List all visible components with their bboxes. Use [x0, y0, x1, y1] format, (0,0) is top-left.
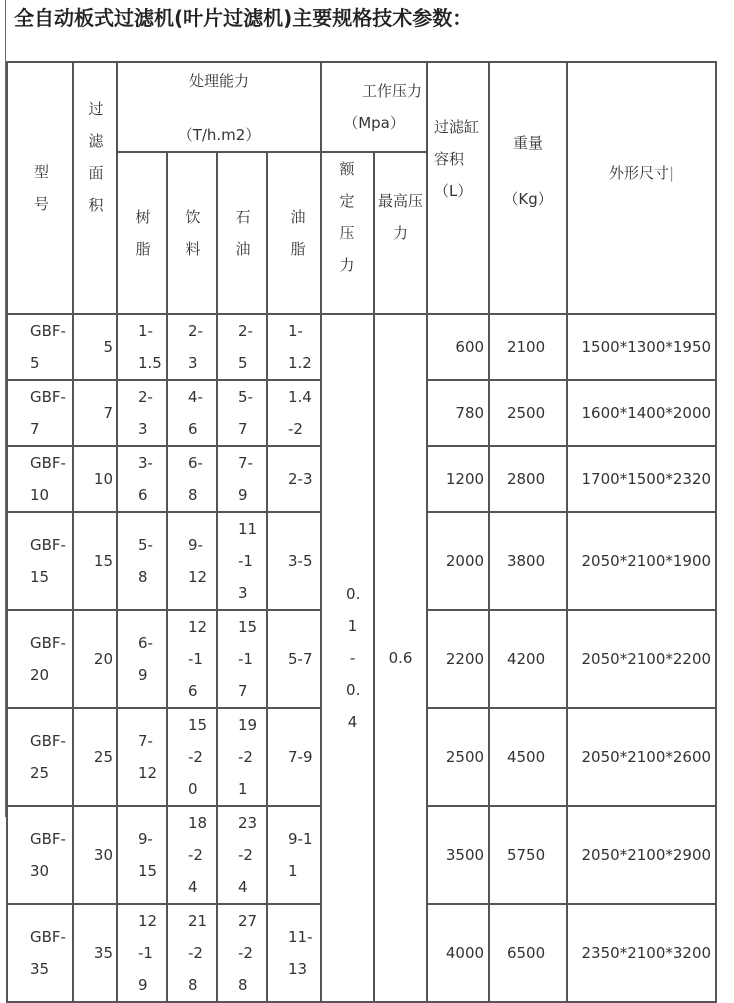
header-volume: 过滤缸容积（L） [427, 62, 489, 314]
header-area: 过滤面积 [73, 62, 117, 314]
header-capacity-unit: （T/h.m2） [177, 126, 261, 144]
cell-resin: 1-1.5 [117, 314, 167, 380]
cell-beverage: 12-16 [167, 610, 217, 708]
page-title: 全自动板式过滤机(叶片过滤机)主要规格技术参数： [14, 6, 473, 30]
cell-dimension: 2050*2100*2200 [567, 610, 716, 708]
cell-area: 7 [73, 380, 117, 446]
cell-oil: 9-11 [267, 806, 321, 904]
cell-weight: 2100 [489, 314, 567, 380]
cell-resin: 7-12 [117, 708, 167, 806]
cell-beverage: 18-24 [167, 806, 217, 904]
cell-beverage: 2-3 [167, 314, 217, 380]
cell-petroleum: 11-13 [217, 512, 267, 610]
cell-area: 20 [73, 610, 117, 708]
cell-volume: 600 [427, 314, 489, 380]
cell-weight: 2800 [489, 446, 567, 512]
cell-beverage: 9-12 [167, 512, 217, 610]
cell-weight: 5750 [489, 806, 567, 904]
cell-rated-pressure: 0.1-0.4 [321, 314, 374, 1002]
header-rated-pressure: 额定压力 [321, 152, 374, 314]
cell-area: 25 [73, 708, 117, 806]
cell-weight: 4200 [489, 610, 567, 708]
cell-petroleum: 23-24 [217, 806, 267, 904]
cell-resin: 6-9 [117, 610, 167, 708]
cell-model: GBF-7 [7, 380, 73, 446]
header-max-pressure: 最高压力 [374, 152, 427, 314]
cell-model: GBF-35 [7, 904, 73, 1002]
cell-weight: 2500 [489, 380, 567, 446]
cell-dimension: 2050*2100*2900 [567, 806, 716, 904]
cell-weight: 6500 [489, 904, 567, 1002]
cell-petroleum: 27-28 [217, 904, 267, 1002]
cell-resin: 12-19 [117, 904, 167, 1002]
cell-petroleum: 19-21 [217, 708, 267, 806]
cell-volume: 2200 [427, 610, 489, 708]
cell-weight: 3800 [489, 512, 567, 610]
header-row-1 [7, 62, 716, 152]
header-weight-label: 重量 [513, 134, 544, 152]
cell-area: 10 [73, 446, 117, 512]
cell-oil: 1.4-2 [267, 380, 321, 446]
cell-resin: 9-15 [117, 806, 167, 904]
cell-oil: 7-9 [267, 708, 321, 806]
cell-oil: 1-1.2 [267, 314, 321, 380]
cell-resin: 2-3 [117, 380, 167, 446]
cell-dimension: 2350*2100*3200 [567, 904, 716, 1002]
spec-table [6, 61, 717, 1003]
header-pressure [321, 62, 427, 152]
cell-dimension: 2050*2100*2600 [567, 708, 716, 806]
cell-beverage: 15-20 [167, 708, 217, 806]
header-dimension: 外形尺寸| [567, 62, 716, 314]
spec-table-body [7, 62, 716, 1002]
header-capacity [117, 62, 321, 152]
cell-volume: 780 [427, 380, 489, 446]
cell-petroleum: 5-7 [217, 380, 267, 446]
cell-volume: 2500 [427, 708, 489, 806]
header-petroleum: 石油 [217, 152, 267, 314]
cell-volume: 4000 [427, 904, 489, 1002]
cell-oil: 11-13 [267, 904, 321, 1002]
cell-resin: 3-6 [117, 446, 167, 512]
header-pressure-label: 工作压力 [362, 82, 423, 100]
header-beverage: 饮料 [167, 152, 217, 314]
cell-area: 5 [73, 314, 117, 380]
cell-volume: 3500 [427, 806, 489, 904]
cell-petroleum: 7-9 [217, 446, 267, 512]
header-model: 型号 [7, 62, 73, 314]
cell-beverage: 6-8 [167, 446, 217, 512]
cell-model: GBF-30 [7, 806, 73, 904]
cell-volume: 1200 [427, 446, 489, 512]
cell-dimension: 1600*1400*2000 [567, 380, 716, 446]
header-weight [489, 62, 567, 314]
cell-area: 15 [73, 512, 117, 610]
cell-model: GBF-20 [7, 610, 73, 708]
cell-oil: 2-3 [267, 446, 321, 512]
cell-model: GBF-10 [7, 446, 73, 512]
header-pressure-unit: （Mpa） [343, 114, 405, 132]
cell-dimension: 2050*2100*1900 [567, 512, 716, 610]
cell-petroleum: 2-5 [217, 314, 267, 380]
cell-dimension: 1700*1500*2320 [567, 446, 716, 512]
cell-resin: 5-8 [117, 512, 167, 610]
cell-model: GBF-5 [7, 314, 73, 380]
cell-area: 35 [73, 904, 117, 1002]
cell-beverage: 21-28 [167, 904, 217, 1002]
header-weight-unit: （Kg） [503, 190, 553, 208]
header-resin: 树脂 [117, 152, 167, 314]
table-row [7, 314, 716, 380]
cell-volume: 2000 [427, 512, 489, 610]
cell-oil: 5-7 [267, 610, 321, 708]
cell-dimension: 1500*1300*1950 [567, 314, 716, 380]
header-capacity-label: 处理能力 [189, 72, 250, 90]
header-oil: 油脂 [267, 152, 321, 314]
cell-model: GBF-15 [7, 512, 73, 610]
cell-oil: 3-5 [267, 512, 321, 610]
cell-weight: 4500 [489, 708, 567, 806]
cell-area: 30 [73, 806, 117, 904]
cell-max-pressure: 0.6 [374, 314, 427, 1002]
cell-beverage: 4-6 [167, 380, 217, 446]
cell-model: GBF-25 [7, 708, 73, 806]
cell-petroleum: 15-17 [217, 610, 267, 708]
